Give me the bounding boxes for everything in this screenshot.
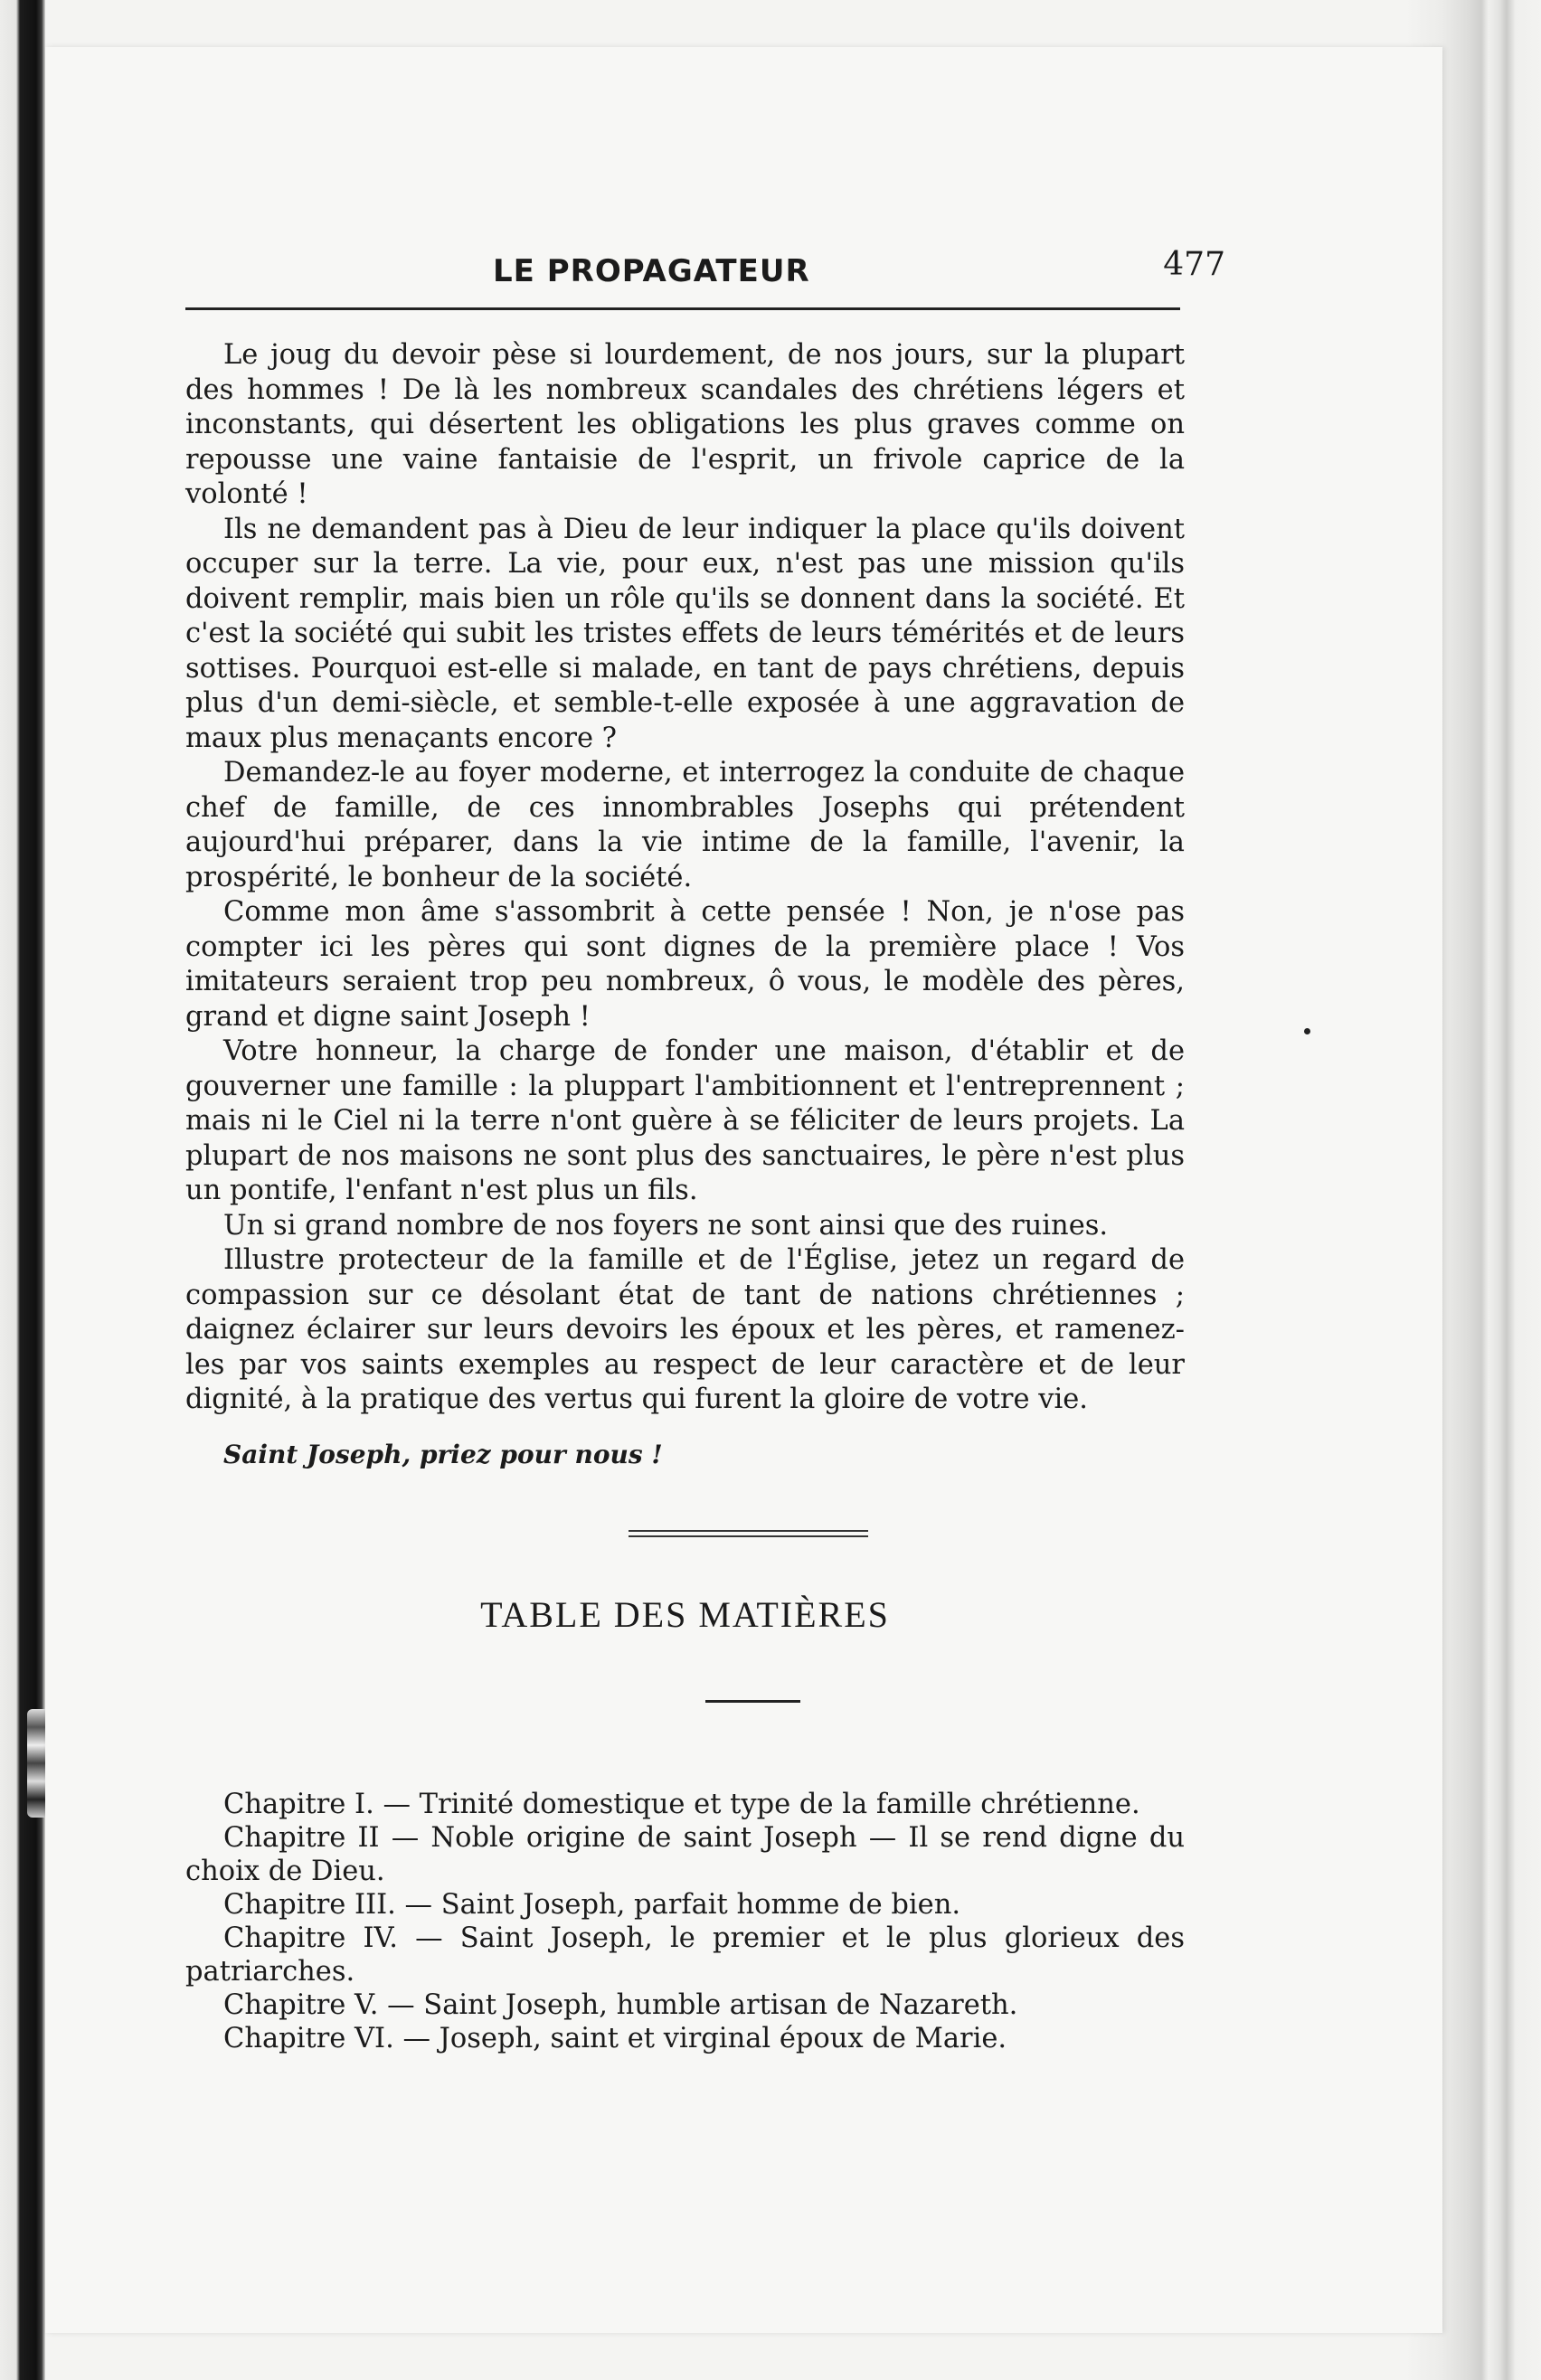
toc-item: Chapitre III. — Saint Joseph, parfait homme de bien. bbox=[223, 1889, 961, 1921]
paragraph: Un si grand nombre de nos foyers ne sont ainsi que des ruines. bbox=[223, 1209, 1109, 1242]
toc-title-rule bbox=[705, 1700, 800, 1703]
book-binding-edge bbox=[0, 0, 45, 2380]
paragraph: Votre honneur, la charge de fonder une maison, d'établir et de gouverner une famille : la pluppart l'ambitionnent et l'entreprennent ; mais ni le Ciel ni la terre n'ont guère à se féliciter de leurs projets. La plupart de nos maisons ne sont plus des sanctuaires, le père n'est plus un pontife, l'enfant n'est plus un fils. bbox=[185, 1035, 1185, 1206]
paragraph: Demandez-le au foyer moderne, et interrogez la conduite de chaque chef de famille, de ces innombrables Josephs qui prétendent aujourd'hui préparer, dans la vie intime de la famille, l'avenir, la prospérité, le bonheur de la société. bbox=[185, 757, 1185, 893]
body-text bbox=[185, 338, 1185, 1472]
running-header bbox=[185, 237, 1225, 302]
header-rule bbox=[185, 307, 1180, 310]
toc-item: Chapitre II — Noble origine de saint Joseph — Il se rend digne du choix de Dieu. bbox=[185, 1822, 1185, 1887]
paragraph: Illustre protecteur de la famille et de l'Église, jetez un regard de compassion sur ce désolant état de tant de nations chrétiennes ; daignez éclairer sur leurs devoirs les époux et les pères, et ramenez-les par vos saints exemples au respect de leur caractère et de leur dignité, à la pratique des vertus qui furent la gloire de votre vie. bbox=[185, 1244, 1185, 1415]
paragraph: Comme mon âme s'assombrit à cette pensée ! Non, je n'ose pas compter ici les pères qui sont dignes de la première place ! Vos imitateurs seraient trop peu nombreux, ô vous, le modèle des pères, grand et digne saint Joseph ! bbox=[185, 896, 1185, 1033]
ink-speck bbox=[1304, 1028, 1310, 1034]
page-sheet bbox=[45, 47, 1442, 2333]
signoff: Saint Joseph, priez pour nous ! bbox=[223, 1439, 663, 1469]
section-divider bbox=[629, 1530, 868, 1537]
toc-item: Chapitre VI. — Joseph, saint et virginal époux de Marie. bbox=[223, 2023, 1007, 2054]
page-content bbox=[185, 237, 1225, 2054]
page-number: 477 bbox=[1163, 246, 1225, 283]
toc-item: Chapitre I. — Trinité domestique et type de la famille chrétienne. bbox=[223, 1789, 1140, 1820]
table-of-contents bbox=[185, 1788, 1185, 2055]
running-title: LE PROPAGATEUR bbox=[493, 253, 810, 289]
toc-title: TABLE DES MATIÈRES bbox=[480, 1594, 890, 1635]
toc-item: Chapitre V. — Saint Joseph, humble artisan de Nazareth. bbox=[223, 1989, 1018, 2021]
paragraph: Le joug du devoir pèse si lourdement, de nos jours, sur la plupart des hommes ! De là les nombreux scandales des chrétiens légers et inconstants, qui désertent les obligations les plus graves comme on repousse une vaine fantaisie de l'esprit, un frivole caprice de la volonté ! bbox=[185, 339, 1185, 510]
toc-item: Chapitre IV. — Saint Joseph, le premier et le plus glorieux des patriarches. bbox=[185, 1922, 1185, 1988]
paragraph: Ils ne demandent pas à Dieu de leur indiquer la place qu'ils doivent occuper sur la terre. La vie, pour eux, n'est pas une mission qu'ils doivent remplir, mais bien un rôle qu'ils se donnent dans la société. Et c'est la société qui subit les tristes effets de leurs témérités et de leurs sottises. Pourquoi est-elle si malade, en tant de pays chrétiens, depuis plus d'un demi-siècle, et semble-t-elle exposée à une aggravation de maux plus menaçants encore ? bbox=[185, 513, 1185, 754]
